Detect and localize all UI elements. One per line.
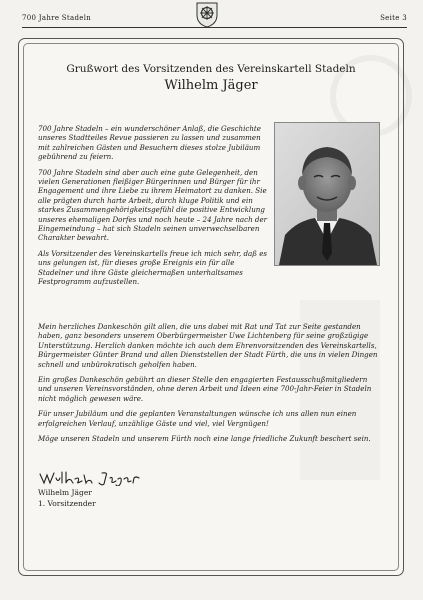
paragraph: Mein herzliches Dankeschön gilt allen, die uns dabei mit Rat und Tat zur Seite gestanden haben, ganz besonders unserem Oberbürgermeister Uwe Lichtenberg für seine großzügige Unterstützung. Herzlich danken möchte ich auch dem Ehrenvorsitzenden des Vereinskartells, Bürgermeister Günter Brand und allen Dienststellen der Stadt Fürth, die uns in vielen Dingen schnell und unbürokratisch geholfen haben. [38, 322, 378, 369]
handwritten-signature [38, 470, 158, 486]
greeting-title [30, 62, 392, 95]
title-line-1: Grußwort des Vorsitzenden des Vereinskartell Stadeln [66, 63, 356, 75]
greeting-body-bottom [38, 322, 378, 449]
paragraph: Möge unseren Stadeln und unserem Fürth noch eine lange friedliche Zukunft beschert sein. [38, 434, 371, 444]
paragraph: 700 Jahre Stadeln – ein wunderschöner Anlaß, die Geschichte unseres Stadtteiles Revue passieren zu lassen und zusammen mit zahlreichen Gästen und Besuchern dieses stolze Jubiläum gebührend zu feiern. [38, 124, 261, 162]
signatory-name: Wilhelm Jäger [38, 488, 92, 497]
paragraph: Für unser Jubiläum und die geplanten Veranstaltungen wünsche ich uns allen nun einen erfolgreichen Verlauf, unzählige Gäste und viel, viel Vergnügen! [38, 409, 357, 428]
paragraph: Als Vorsitzender des Vereinskartells freue ich mich sehr, daß es uns gelungen ist, für dieses große Ereignis ein für alle Stadelner und ihre Gäste gleichermaßen unterhaltsames Festprogramm aufzustellen. [38, 248, 268, 287]
portrait-illustration [275, 123, 379, 265]
header-title: 700 Jahre Stadeln [22, 14, 92, 22]
greeting-body-top [38, 124, 270, 293]
coat-of-arms-icon [196, 2, 218, 28]
signatory-role: 1. Vorsitzender [38, 499, 96, 508]
paragraph: Ein großes Dankeschön gebührt an dieser Stelle den engagierten Festausschußmitgliedern und unseren Vereinsvorständen, ohne deren Arbeit und Ideen eine 700-Jahr-Feier in Stadeln nicht möglich gewesen wäre. [38, 375, 372, 403]
title-line-2: Wilhelm Jäger [164, 78, 258, 93]
portrait-photo [274, 122, 380, 266]
paragraph: 700 Jahre Stadeln sind aber auch eine gute Gelegenheit, den vielen Generationen fleißiger Bürgerinnen und Bürger für ihr Engagement und ihre Liebe zu ihrem Heimatort zu danken. Sie alle prägten durch harte Arbeit, durch kluge Politik und ein starkes Zusammengehörigkeitsgefühl die positive Entwicklung unseres ehemaligen Dorfes und noch heute – 24 Jahre nach der Eingemeindung – hat sich Stadeln seinen unverwechselbaren Charakter bewahrt. [38, 167, 268, 243]
page-number: Seite 3 [380, 14, 407, 22]
